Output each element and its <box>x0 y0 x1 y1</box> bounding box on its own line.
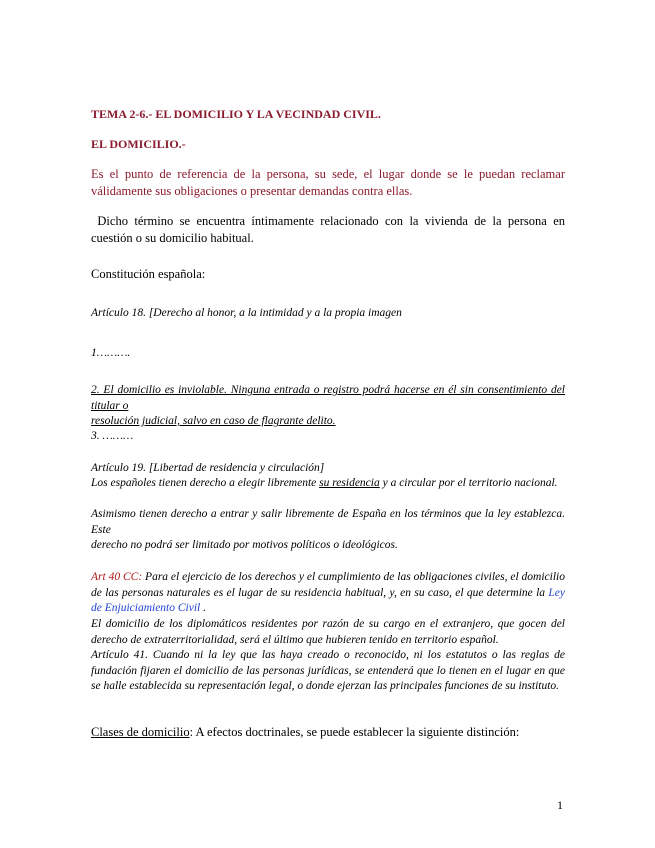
constitution-label: Constitución española: <box>91 267 206 281</box>
article-19-line-1 <box>91 476 565 492</box>
article-40-paragraph <box>91 570 565 617</box>
dwelling-text: Dicho término se encuentra íntimamente relacionado con la vivienda de la persona en cuestión o su domicilio habitual. <box>91 214 565 245</box>
article-18-item-2-line-1: 2. El domicilio es inviolable. Ninguna entrada o registro podrá hacerse en él sin consentimiento del titular o <box>91 384 565 412</box>
residence-link[interactable]: su residencia <box>319 477 380 489</box>
article-18-item-2-line-2: resolución judicial, salvo en caso de flagrante delito. <box>91 415 336 427</box>
article-19-text-a: Los españoles tienen derecho a elegir libremente <box>91 477 320 489</box>
diplomats-paragraph: El domicilio de los diplomáticos residentes por razón de su cargo en el extranjero, que gocen del derecho de extraterritorialidad, será el último que hubieren tenido en territorio español. <box>91 618 565 646</box>
clases-label: Clases de domicilio <box>91 725 190 739</box>
article-40-label: Art 40 CC: <box>91 571 143 583</box>
article-19-line-2: Asimismo tienen derecho a entrar y salir libremente de España en los términos que la ley establezca. Este <box>91 508 565 536</box>
document-title: TEMA 2-6.- EL DOMICILIO Y LA VECINDAD CIVIL. <box>91 107 381 121</box>
article-18-item-3: 3. ……… <box>91 430 134 442</box>
article-40-text-b: . <box>200 602 206 614</box>
article-18-item-1: 1………. <box>91 347 131 359</box>
article-40-text-a: Para el ejercicio de los derechos y el cumplimiento de las obligaciones civiles, el domicilio de las personas naturales es el lugar de su residencia habitual, y, en su caso, el que determine la <box>91 571 565 599</box>
article-19-title: Artículo 19. [Libertad de residencia y circulación] <box>91 462 325 474</box>
clases-text: : A efectos doctrinales, se puede establecer la siguiente distinción: <box>189 725 520 739</box>
article-41-paragraph: Artículo 41. Cuando ni la ley que las haya creado o reconocido, ni los estatutos o las reglas de fundación fijaren el domicilio de las personas jurídicas, se entenderá que lo tienen en el lugar en que se halle establecida su representación legal, o donde ejerzan las principales funciones de su instituto. <box>91 649 565 692</box>
section-heading: EL DOMICILIO.- <box>91 137 186 151</box>
article-18-title: Artículo 18. [Derecho al honor, a la intimidad y a la propia imagen <box>91 307 402 319</box>
page-number: 1 <box>557 798 563 812</box>
article-19-text-b: y a circular por el territorio nacional. <box>379 477 558 489</box>
clases-paragraph <box>91 724 565 741</box>
dwelling-paragraph <box>91 213 565 247</box>
lec-link[interactable]: Ley de Enjuiciamiento Civil <box>91 586 565 614</box>
definition-paragraph: Es el punto de referencia de la persona, su sede, el lugar donde se le puedan reclamar válidamente sus obligaciones o presentar demandas contra ellas. <box>91 167 565 198</box>
article-19-line-3: derecho no podrá ser limitado por motivos políticos o ideológicos. <box>91 539 398 551</box>
